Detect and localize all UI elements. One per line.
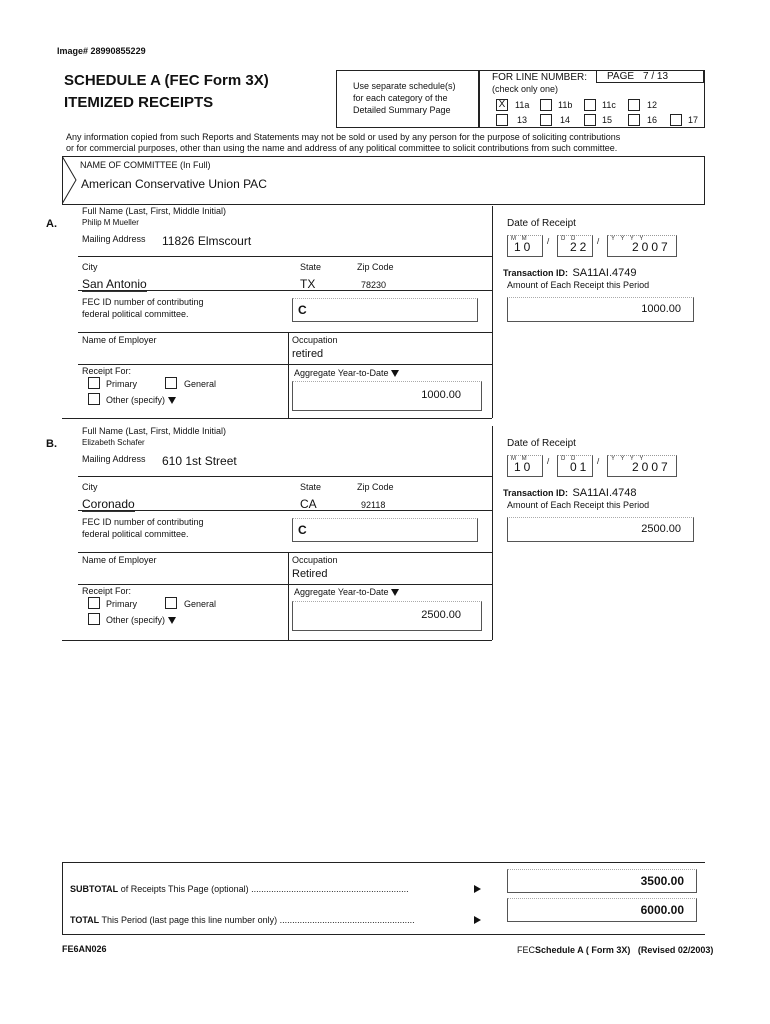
footer-form — [517, 945, 713, 955]
entry-b-year-value: 2007 — [632, 460, 671, 474]
note-line-2: for each category of the — [353, 93, 448, 103]
line-15-label: 15 — [602, 115, 613, 125]
entry-b-other-text: Other (specify) — [106, 615, 166, 625]
entry-b-name: Elizabeth Schafer — [82, 438, 145, 447]
entry-a-date-label: Date of Receipt — [507, 218, 576, 229]
entry-b-amount-field[interactable] — [507, 517, 694, 542]
disclaimer-line-1: Any information copied from such Reports and Statements may not be sold or used by any person for the purpose of soliciting contributions — [66, 132, 621, 142]
entry-a-primary-checkbox[interactable] — [88, 377, 100, 389]
entry-a-year[interactable] — [607, 235, 677, 257]
entry-a-year-value: 2007 — [632, 240, 671, 254]
entry-b-aggregate-label — [294, 587, 399, 597]
entry-a-aggregate-field[interactable] — [292, 381, 482, 411]
entry-b-zip: 92118 — [361, 500, 386, 510]
line-12-label: 12 — [647, 100, 658, 110]
entry-a-amount-value: 1000.00 — [641, 303, 681, 315]
entry-a-aggregate-icon — [391, 370, 399, 377]
entry-b-amount-label: Amount of Each Receipt this Period — [507, 500, 650, 510]
entry-a-name: Philip M Mueller — [82, 218, 139, 227]
subtotal-value: 3500.00 — [640, 874, 684, 888]
entry-a-zip: 78230 — [361, 280, 387, 290]
total-label — [70, 915, 415, 925]
entry-a-address: 11826 Elmscourt — [162, 234, 252, 248]
entry-b-fullname-label: Full Name (Last, First, Middle Initial) — [82, 426, 227, 436]
entry-b-general-label: General — [184, 599, 217, 609]
subtotal-arrow-icon — [474, 885, 481, 893]
entry-a-transaction-label: Transaction ID: — [503, 268, 569, 278]
line-12-checkbox[interactable] — [628, 99, 640, 111]
separate-schedule-note — [336, 70, 479, 128]
line-14-label: 14 — [560, 115, 571, 125]
date-slash: / — [597, 457, 600, 466]
entry-b-aggregate-icon — [391, 589, 399, 596]
entry-a-year-hint: Y Y Y Y — [611, 236, 646, 242]
entry-a-general-checkbox[interactable] — [165, 377, 177, 389]
image-number: Image# 28990855229 — [57, 46, 146, 56]
entry-b-aggregate-field[interactable] — [292, 601, 482, 631]
date-slash: / — [547, 457, 550, 466]
page-box — [596, 70, 704, 83]
note-line-3: Detailed Summary Page — [353, 105, 451, 115]
entry-b-day-hint: D D — [561, 456, 578, 462]
entry-b-month-hint: M M — [511, 456, 529, 462]
page-label: PAGE — [607, 71, 635, 82]
entry-b-city-label: City — [82, 482, 98, 492]
entry-b-mailing-label: Mailing Address — [82, 454, 146, 464]
line-15-checkbox[interactable] — [584, 114, 596, 126]
date-slash: / — [547, 237, 550, 246]
entry-a-day[interactable] — [557, 235, 593, 257]
subtotal-label — [70, 884, 409, 894]
entry-b-year-hint: Y Y Y Y — [611, 456, 646, 462]
line-16-checkbox[interactable] — [628, 114, 640, 126]
footer-revised: (Revised 02/2003) — [637, 945, 714, 955]
form-subtitle: ITEMIZED RECEIPTS — [64, 94, 214, 111]
entry-b-letter: B. — [46, 438, 57, 450]
line-11a-label: 11a — [515, 100, 530, 110]
entry-a-mailing-label: Mailing Address — [82, 234, 146, 244]
disclaimer-line-2: or for commercial purposes, other than using the name and address of any political committee to solicit contributions from such committee. — [66, 143, 618, 153]
entry-b-primary-checkbox[interactable] — [88, 597, 100, 609]
entry-b-occupation-label: Occupation — [292, 555, 338, 565]
entry-a-transaction-id: SA11AI.4749 — [572, 267, 637, 279]
entry-a-other-text: Other (specify) — [106, 395, 166, 405]
entry-b-month-value: 10 — [514, 460, 534, 474]
line-11b-label: 11b — [558, 100, 573, 110]
entry-a-month-hint: M M — [511, 236, 529, 242]
entry-b-fecid-field[interactable] — [292, 518, 478, 542]
entry-a-amount-label: Amount of Each Receipt this Period — [507, 280, 650, 290]
total-arrow-icon — [474, 916, 481, 924]
entry-b-address: 610 1st Street — [162, 454, 237, 468]
entry-a-day-value: 22 — [570, 240, 590, 254]
line-11c-label: 11c — [602, 100, 616, 110]
date-slash: / — [597, 237, 600, 246]
entry-b-occupation: Retired — [292, 568, 328, 580]
entry-a-other-label — [106, 395, 176, 405]
entry-b-other-label — [106, 615, 176, 625]
entry-a-day-hint: D D — [561, 236, 578, 242]
subtotal-field[interactable] — [507, 869, 697, 893]
footer-form-prefix: FEC — [517, 945, 535, 955]
entry-b-aggregate-value: 2500.00 — [421, 609, 461, 621]
entry-a-month[interactable] — [507, 235, 543, 257]
committee-name: American Conservative Union PAC — [81, 177, 267, 191]
line-14-checkbox[interactable] — [540, 114, 552, 126]
entry-a-general-label: General — [184, 379, 217, 389]
total-value: 6000.00 — [640, 903, 684, 917]
entry-b-other-checkbox[interactable] — [88, 613, 100, 625]
entry-a-aggregate-value: 1000.00 — [421, 389, 461, 401]
entry-a-state: TX — [300, 277, 316, 291]
line-13-label: 13 — [517, 115, 528, 125]
line-11b-checkbox[interactable] — [540, 99, 552, 111]
entry-a-city-label: City — [82, 262, 98, 272]
check-only-label: (check only one) — [492, 84, 559, 94]
line-11a-checkbox[interactable]: X — [496, 99, 508, 111]
entry-b-transaction-id: SA11AI.4748 — [572, 487, 637, 499]
entry-b-primary-label: Primary — [106, 599, 137, 609]
entry-a-fullname-label: Full Name (Last, First, Middle Initial) — [82, 206, 227, 216]
entry-a-other-dropdown-icon — [168, 397, 176, 404]
line-17-label: 17 — [688, 115, 699, 125]
for-line-label: FOR LINE NUMBER: — [492, 72, 588, 83]
entry-b-amount-value: 2500.00 — [641, 523, 681, 535]
form-title: SCHEDULE A (FEC Form 3X) — [64, 72, 269, 89]
entry-a-state-label: State — [300, 262, 322, 272]
entry-a-city: San Antonio — [82, 277, 147, 291]
entry-a-receiptfor-label: Receipt For: — [82, 366, 132, 376]
entry-b-day[interactable] — [557, 455, 593, 477]
entry-a-aggregate-text: Aggregate Year-to-Date — [294, 368, 389, 378]
line-13-checkbox[interactable] — [496, 114, 508, 126]
note-line-1: Use separate schedule(s) — [353, 81, 456, 91]
entry-b-fecid-label-1: FEC ID number of contributing — [82, 517, 204, 527]
entry-b-city: Coronado — [82, 497, 135, 511]
entry-a-occupation-label: Occupation — [292, 335, 338, 345]
entry-b-zip-label: Zip Code — [357, 482, 394, 492]
entry-a-fecid-label-2: federal political committee. — [82, 309, 189, 319]
entry-a-primary-label: Primary — [106, 379, 137, 389]
entry-b-fecid-label-2: federal political committee. — [82, 529, 189, 539]
total-rest: This Period (last page this line number only) ...................................................... — [101, 915, 415, 925]
total-field[interactable] — [507, 898, 697, 922]
committee-label: NAME OF COMMITTEE (In Full) — [80, 160, 211, 170]
entry-a-month-value: 10 — [514, 240, 534, 254]
entry-b-employer-label: Name of Employer — [82, 555, 157, 565]
entry-b-month[interactable] — [507, 455, 543, 477]
total-bold: TOTAL — [70, 915, 100, 925]
line-11c-checkbox[interactable] — [584, 99, 596, 111]
line-17-checkbox[interactable] — [670, 114, 682, 126]
line-number-box — [479, 70, 705, 128]
entry-a-letter: A. — [46, 218, 57, 230]
entry-b-transaction-label: Transaction ID: — [503, 488, 569, 498]
entry-a-occupation: retired — [292, 348, 324, 360]
entry-a-other-checkbox[interactable] — [88, 393, 100, 405]
entry-b-day-value: 01 — [570, 460, 590, 474]
page-value: 7 / 13 — [643, 71, 669, 82]
committee-chevron — [62, 156, 80, 205]
entry-b-general-checkbox[interactable] — [165, 597, 177, 609]
entry-b-aggregate-text: Aggregate Year-to-Date — [294, 587, 389, 597]
entry-b-receiptfor-label: Receipt For: — [82, 586, 132, 596]
entry-a-transaction — [503, 263, 636, 281]
entry-b-transaction — [503, 483, 636, 501]
entry-b-other-dropdown-icon — [168, 617, 176, 624]
entry-a-aggregate-label — [294, 368, 399, 378]
entry-a-fecid-c: C — [298, 303, 307, 317]
entry-a-fecid-field[interactable] — [292, 298, 478, 322]
entry-b-state: CA — [300, 497, 317, 511]
entry-b-fecid-c: C — [298, 523, 307, 537]
entry-a-employer-label: Name of Employer — [82, 335, 157, 345]
entry-a-fecid-label-1: FEC ID number of contributing — [82, 297, 204, 307]
footer-code: FE6AN026 — [62, 944, 107, 954]
entry-b-date-label: Date of Receipt — [507, 438, 576, 449]
entry-b-year[interactable] — [607, 455, 677, 477]
footer-form-name: Schedule A ( Form 3X) — [535, 945, 631, 955]
entry-b-state-label: State — [300, 482, 322, 492]
line-16-label: 16 — [647, 115, 658, 125]
entry-a-zip-label: Zip Code — [357, 262, 394, 272]
subtotal-rest: of Receipts This Page (optional) ............................................................... — [120, 884, 409, 894]
subtotal-bold: SUBTOTAL — [70, 884, 119, 894]
entry-a-amount-field[interactable] — [507, 297, 694, 322]
